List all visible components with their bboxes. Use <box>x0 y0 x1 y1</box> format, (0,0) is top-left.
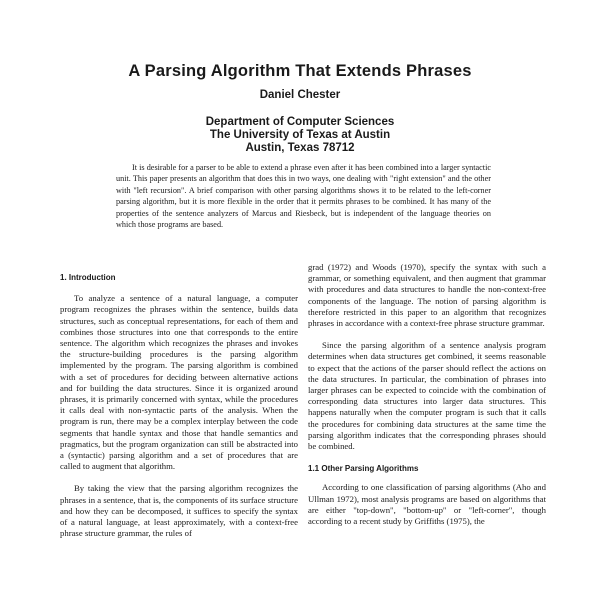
author-name: Daniel Chester <box>259 89 341 101</box>
left-column <box>60 272 298 550</box>
paper-title: A Parsing Algorithm That Extends Phrases <box>128 62 472 80</box>
right-column <box>308 262 546 538</box>
section-heading-introduction: 1. Introduction <box>60 273 116 282</box>
affiliation-address: Austin, Texas 78712 <box>245 142 355 154</box>
affiliation-department: Department of Computer Sciences <box>205 116 395 128</box>
affiliation-university: The University of Texas at Austin <box>209 129 391 141</box>
section-heading-other-parsing-algorithms: 1.1 Other Parsing Algorithms <box>308 464 419 474</box>
intro-paragraph-continued: grad (1972) and Woods (1970), specify the syntax with such a grammar, or something equivalent, and then augment that grammar with procedures and data structures to handle the non-context-free components of the language. The notion of parsing algorithm is therefore restricted in this paper to an algorithm that recognizes phrases in accordance with a context-free phrase structure grammar. <box>308 262 546 329</box>
other-algorithms-paragraph-1: According to one classification of parsing algorithms (Aho and Ullman 1972), most analysis programs are based on algorithms that are either "top-down", "bottom-up" or "left-corner", though according to a recent study by Griffiths (1975), the <box>308 482 546 527</box>
intro-paragraph-3: Since the parsing algorithm of a sentence analysis program determines when data structures get combined, it seems reasonable to expect that the actions of the parser should reflect the actions on the data structures. In particular, the combination of phrases into larger phrases can be expected to coincide with the combination of corresponding data structures into larger data structures. This happens naturally when the computer program is such that it calls the procedures for combining data structures at the same time the parsing algorithm indicates that the corresponding phrases should be combined. <box>308 340 546 452</box>
affiliation-block <box>0 116 600 155</box>
abstract: It is desirable for a parser to be able to extend a phrase even after it has been combined into a larger syntactic unit. This paper presents an algorithm that does this in two ways, one dealing with "right extension" and the other with "left recursion". A brief comparison with other parsing algorithms shows it to be related to the left-corner parsing algorithm, but it is more flexible in the order that it permits phrases to be combined. It has many of the properties of the sentence analyzers of Marcus and Riesbeck, but is independent of the language theories on which those programs are based. <box>116 163 491 230</box>
intro-paragraph-2: By taking the view that the parsing algorithm recognizes the phrases in a sentence, that is, the components of its surface structure and how they can be decomposed, it suffices to specify the syntax of a natural language, at least approximately, with a context-free phrase structure grammar, the rules of <box>60 483 298 539</box>
intro-paragraph-1: To analyze a sentence of a natural language, a computer program recognizes the phrases within the sentence, builds data structures, such as conceptual representations, for each of them and combines those structures into one that corresponds to the entire sentence. The algorithm which recognizes the phrases and invokes the structure-building procedures is the parsing algorithm implemented by the program. The parsing algorithm is combined with a set of procedures for deciding between alternative actions and for building the data structures. Since it is organized around phrases, it is primarily concerned with syntax, while the procedures it calls deal with non-syntactic parts of the analysis. When the program is run, there may be a complex interplay between the code segments that handle syntax and those that handle semantics and pragmatics, but the program organization can still be abstracted into a (syntactic) parsing algorithm and a set of procedures that are called to augment that algorithm. <box>60 293 298 472</box>
